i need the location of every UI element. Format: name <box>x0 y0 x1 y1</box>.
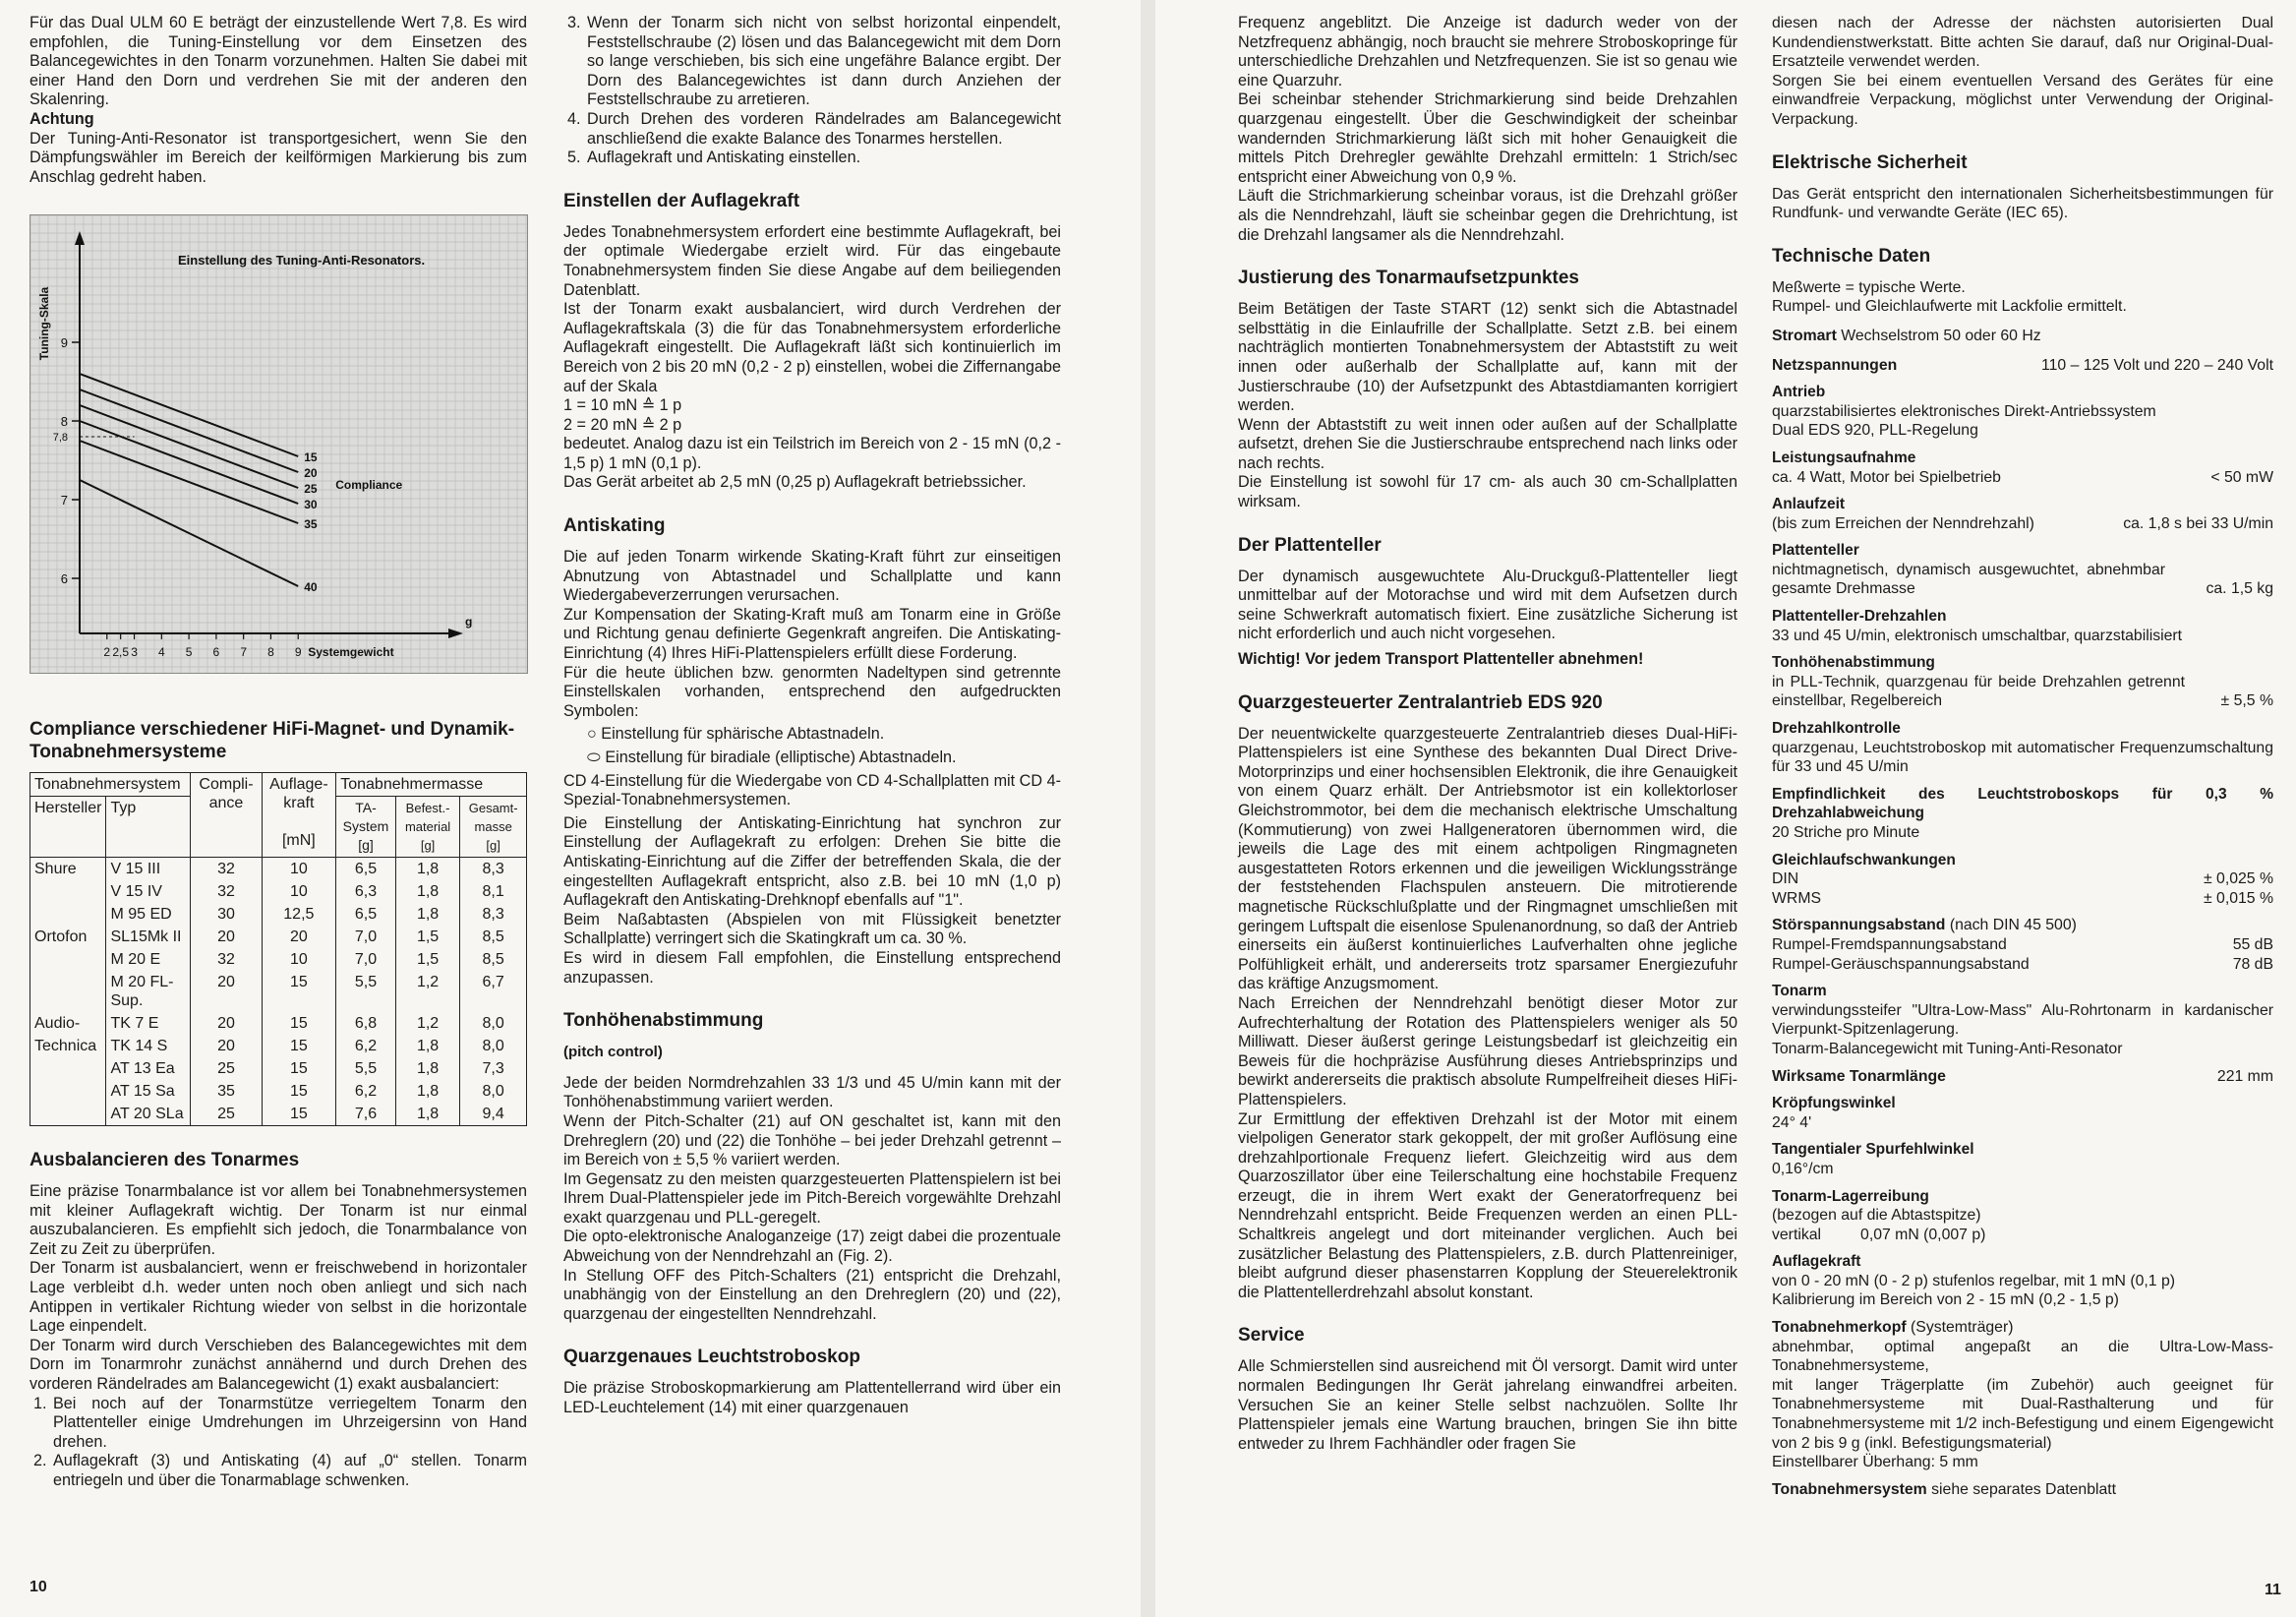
tech-system-row <box>1772 1480 2273 1500</box>
tech-dzk-value: quarzgenau, Leuchtstroboskop mit automatischer Frequenzumschaltung für 33 und 45 U/min <box>1772 739 2273 776</box>
table-title-block <box>29 718 527 773</box>
tech-rf-label: Rumpel-Fremdspannungsabstand <box>1772 935 2007 953</box>
warning-title: Achtung <box>29 109 94 128</box>
tech-anlauf-label: Anlaufzeit <box>1772 496 1846 513</box>
pitch-p2: Wenn der Pitch-Schalter (21) auf ON geschaltet ist, kann mit den Drehreglern (20) und (22) die Tonhöhe – bei jeder Drehzahl getrennt – im Bereich von ± 5,5 % variiert werden. <box>563 1111 1061 1169</box>
table-row <box>30 1035 527 1057</box>
tech-tonarm-label: Tonarm <box>1772 983 1827 1000</box>
safety-p1: Das Gerät entspricht den internationalen Sicherheitsbestimmungen für Rundfunk- und verwandte Geräte (IEC 65). <box>1772 185 2273 222</box>
service-p2: diesen nach der Adresse der nächsten autorisierten Dual Kundendienstwerkstatt. Bitte achten Sie darauf, daß nur Original-Dual-Ersatzteile verwendet werden. <box>1772 15 2273 71</box>
tech-note1: Meßwerte = typische Werte. <box>1772 278 1966 296</box>
table-cell-bef: 1,8 <box>395 1103 460 1126</box>
table-cell-ges: 8,0 <box>460 1035 527 1057</box>
circle-symbol-icon: ○ <box>587 725 602 744</box>
table-cell-force: 15 <box>262 1035 336 1057</box>
tech-anlauf-v2: ca. 1,8 s bei 33 U/min <box>2123 514 2273 532</box>
series-label-15: 15 <box>304 450 318 464</box>
table-cell-maker <box>30 1057 106 1080</box>
antiskating-sym2-text: Einstellung für biradiale (elliptische) Abtastnadeln. <box>605 749 957 766</box>
intro-paragraph: Für das Dual ULM 60 E beträgt der einzustellende Wert 7,8. Es wird empfohlen, die Tuning-Einstellung vor dem Einsetzen des Balancegewichtes in den Tonarm vorzunehmen. Halten Sie dabei mit einer Hand den Dorn und verdrehen Sie mit der anderen den Skalenring. <box>29 14 527 109</box>
tech-laenge-label: Wirksame Tonarmlänge <box>1772 1067 1946 1085</box>
table-cell-bef: 1,5 <box>395 926 460 948</box>
safety-title: Elektrische Sicherheit <box>1772 151 1968 173</box>
tech-tonarm-v2: Tonarm-Balancegewicht mit Tuning-Anti-Resonator <box>1772 1040 2123 1057</box>
table-row <box>30 858 527 881</box>
right-page <box>1155 0 2296 1617</box>
service-title: Service <box>1238 1325 1305 1347</box>
balance-title: Ausbalancieren des Tonarmes <box>29 1150 300 1170</box>
justierung-p2: Wenn der Abtaststift zu weit innen oder außen auf der Schallplatte aufsetzt, drehen Sie die Justierschraube entsprechend nach links oder nach rechts. <box>1238 415 1737 472</box>
table-cell-ges: 9,4 <box>460 1103 527 1126</box>
tech-teller-row <box>1772 561 2273 599</box>
table-cell-bef: 1,8 <box>395 1035 460 1057</box>
tech-wrms-row <box>1772 889 2273 909</box>
table-cell-type: AT 15 Sa <box>106 1080 191 1103</box>
x-tick-label: 5 <box>185 645 193 659</box>
table-row <box>30 948 527 971</box>
series-line-20 <box>80 389 298 472</box>
table-cell-maker: Technica <box>30 1035 106 1057</box>
tech-title: Technische Daten <box>1772 245 1931 267</box>
series-line-25 <box>80 405 298 488</box>
tech-spur-label: Tangentialer Spurfehlwinkel <box>1772 1141 1974 1159</box>
left-column-1 <box>29 14 527 187</box>
y-tick-label: 7 <box>60 493 68 508</box>
tech-empf-label: Empfindlichkeit des Leuchtstroboskops für 0,3 % Drehzahlabweichung <box>1772 785 2273 822</box>
x-tick-label: 6 <box>212 645 220 659</box>
compliance-table <box>29 772 527 1126</box>
tech-lager-v2b: 0,07 mN (0,007 p) <box>1860 1226 1986 1243</box>
x-tick-label: 4 <box>157 645 165 659</box>
antiskating-sym1 <box>587 725 1061 745</box>
table-cell-bef: 1,8 <box>395 1057 460 1080</box>
tech-rf-row <box>1772 935 2273 955</box>
table-cell-ges: 8,3 <box>460 858 527 881</box>
table-cell-bef: 1,8 <box>395 880 460 903</box>
series-label-35: 35 <box>304 517 318 531</box>
table-cell-comp: 32 <box>191 948 262 971</box>
strobo-cont-p2: Bei scheinbar stehender Strichmarkierung sind beide Drehzahlen quarzgenau eingestellt. Über die Geschwindigkeit der scheinbar wandernden Strichmarkierung läßt sich mit hoher Genauigkeit die mittels Pitch Drehregler gewählte Drehzahl ermitteln: 1 Strich/sec entspricht einer Abweichung von 0,9 %. <box>1238 90 1737 186</box>
tech-lager-v2 <box>1772 1226 2273 1245</box>
table-cell-maker: Ortofon <box>30 926 106 948</box>
table-cell-ta: 7,0 <box>336 926 396 948</box>
table-cell-ges: 7,3 <box>460 1057 527 1080</box>
table-cell-force: 15 <box>262 971 336 1012</box>
table-row <box>30 971 527 1012</box>
th-compliance: Compli-ance <box>191 773 262 858</box>
teller-p1: Der dynamisch ausgewuchtete Alu-Druckguß-Plattenteller liegt unmittelbar auf der Motorachse und wird mit dem Aufsetzen durch seine Schwerkraft automatisch fixiert. Eine zusätzliche Sicherung ist nicht erforderlich und auch nicht vorgesehen. <box>1238 567 1737 643</box>
table-row <box>30 1080 527 1103</box>
tech-leistung-v1: ca. 4 Watt, Motor bei Spielbetrieb <box>1772 468 2001 486</box>
balance-p1: Eine präzise Tonarmbalance ist vor allem bei Tonabnehmersystemen mit kleiner Auflagekraft wichtig. Der Tonarm ist nur einmal auszubalancieren. Es empfiehlt sich jedoch, die Tonarmbalance von Zeit zu Zeit zu überprüfen. <box>29 1182 527 1258</box>
justierung-title: Justierung des Tonarmaufsetzpunktes <box>1238 268 1579 289</box>
tech-teller-v1: nichtmagnetisch, dynamisch ausgewuchtet, abnehmbar gesamte Drehmasse <box>1772 561 2165 598</box>
table-cell-type: SL15Mk II <box>106 926 191 948</box>
tuning-chart-svg <box>30 215 527 673</box>
table-cell-force: 20 <box>262 926 336 948</box>
table-cell-type: TK 7 E <box>106 1012 191 1035</box>
tech-stoer-heading <box>1772 916 2273 935</box>
auflage-p4: Das Gerät arbeitet ab 2,5 mN (0,25 p) Auflagekraft betriebssicher. <box>563 473 1027 492</box>
th-befest-unit: [g] <box>420 838 436 853</box>
eds-title: Quarzgesteuerter Zentralantrieb EDS 920 <box>1238 691 1603 713</box>
antiskating-p6: Es wird in diesem Fall empfohlen, die Einstellung entsprechend anzupassen. <box>563 948 1061 987</box>
strobo-cont-p3: Läuft die Strichmarkierung scheinbar voraus, ist die Drehzahl größer als die Nenndrehzahl, läuft sie scheinbar gegen die Drehrichtung, ist die Drehzahl langsamer als die Nenndrehzahl. <box>1238 187 1737 244</box>
tech-note2: Rumpel- und Gleichlaufwerte mit Lackfolie ermittelt. <box>1772 298 2127 316</box>
justierung-p1: Beim Betätigen der Taste START (12) senkt sich die Abtastnadel selbsttätig in die Einlaufrille der Schallplatte. Setzt z.B. bei einem nachträglich montierten Tonabnehmersystem der Abtaststift zu weit innen oder außerhalb der Schallplatte auf, kann mit der Justierschraube (10) der Aufsetzpunkt des Abtastdiamanten korrigiert werden. <box>1238 300 1737 415</box>
tech-lager-label: Tonarm-Lagerreibung <box>1772 1187 1929 1205</box>
tech-aufl-v1: von 0 - 20 mN (0 - 2 p) stufenlos regelbar, mit 1 mN (0,1 p) <box>1772 1272 2176 1289</box>
table-cell-comp: 25 <box>191 1103 262 1126</box>
y-tick-label: 8 <box>60 414 68 429</box>
tech-kopf-v2: mit langer Trägerplatte (im Zubehör) auch geeignet für Tonabnehmersysteme mit Dual-Rasthalterung und für Tonabnehmersysteme mit 1/2 inch-Befestigung und einem Eigengewicht von 2 bis 9 g (inkl. Befestigungsmaterial) <box>1772 1376 2273 1452</box>
th-befest <box>395 797 460 858</box>
tech-aufl-v2: Kalibrierung im Bereich von 2 - 15 mN (0,2 - 1,5 p) <box>1772 1291 2119 1309</box>
tech-teller-label: Plattenteller <box>1772 542 1859 560</box>
tech-laenge-row <box>1772 1067 2273 1087</box>
strobo-p1: Die präzise Stroboskopmarkierung am Plattentellerrand wird über ein LED-Leuchtelement (14) mit einer quarzgenauen <box>563 1379 1061 1417</box>
table-cell-ta: 5,5 <box>336 971 396 1012</box>
tech-antrieb-v1: quarzstabilisiertes elektronisches Direkt-Antriebssystem <box>1772 402 2156 420</box>
table-cell-type: M 20 FL-Sup. <box>106 971 191 1012</box>
table-cell-maker <box>30 880 106 903</box>
pitch-p1: Jede der beiden Normdrehzahlen 33 1/3 und 45 U/min kann mit der Tonhöhenabstimmung variiert werden. <box>563 1073 1061 1111</box>
th-gesamt <box>460 797 527 858</box>
tech-leistung-v2: < 50 mW <box>2210 468 2273 486</box>
auflage-eq1: 1 = 10 mN ≙ 1 p <box>563 396 682 415</box>
tech-din-value: ± 0,025 % <box>2203 870 2273 888</box>
tech-kroepf-value: 24° 4' <box>1772 1113 1812 1131</box>
eds-p2: Nach Erreichen der Nenndrehzahl benötigt dieser Motor zur Aufrechterhaltung der Rotation des Plattenspielers weniger als 50 Milliwatt. Dieser äußerst geringe Leistungsbedarf ist gleichzeitig ein Beweis für die hochpräzise Ausführung dieses Antriebsprinzips und bewirkt andererseits die praktisch absolute Rumpelfreiheit dieses HiFi-Plattenspielers. <box>1238 993 1737 1108</box>
left-column-2 <box>563 14 1061 1418</box>
tech-tellerdz-label: Plattenteller-Drehzahlen <box>1772 608 1947 626</box>
table-row <box>30 1012 527 1035</box>
tech-wrms-value: ± 0,015 % <box>2203 889 2273 907</box>
table-cell-type: V 15 IV <box>106 880 191 903</box>
tech-spur-value: 0,16°/cm <box>1772 1160 1834 1177</box>
series-line-15 <box>80 374 298 456</box>
table-cell-maker <box>30 903 106 926</box>
th-system: Tonabnehmersystem <box>30 773 191 797</box>
justierung-p3: Die Einstellung ist sowohl für 17 cm- als auch 30 cm-Schallplatten wirksam. <box>1238 473 1737 511</box>
balance-section <box>29 1149 527 1491</box>
table-cell-force: 10 <box>262 880 336 903</box>
table-cell-comp: 20 <box>191 971 262 1012</box>
tech-pitch-label: Tonhöhenabstimmung <box>1772 654 1935 672</box>
auflage-p1: Jedes Tonabnehmersystem erfordert eine bestimmte Auflagekraft, bei der optimale Wiedergabe erzielt wird. Für das eingebaute Tonabnehmersystem finden Sie diese Angabe auf dem beiliegenden Datenblatt. <box>563 222 1061 299</box>
balance-step-5: 5. Auflagekraft und Antiskating einstellen. <box>585 149 1061 168</box>
th-gesamt-unit: [g] <box>486 838 500 853</box>
table-cell-type: M 20 E <box>106 948 191 971</box>
th-hersteller: Hersteller <box>30 797 106 858</box>
tech-tellerdz-value: 33 und 45 U/min, elektronisch umschaltbar, quarzstabilisiert <box>1772 627 2183 644</box>
balance-step-3: 3. Wenn der Tonarm sich nicht von selbst horizontal einpendelt, Feststellschraube (2) lösen und das Balancegewicht mit dem Dorn so lange verschieben, bis sich eine ungefähre Balance ergibt. Der Dorn des Balancegewichtes ist dann durch Anziehen der Feststellschraube zu arretieren. <box>585 14 1061 110</box>
table-cell-ges: 8,0 <box>460 1080 527 1103</box>
th-auflage-unit: [mN] <box>281 832 316 849</box>
series-label-25: 25 <box>304 482 318 496</box>
antiskating-p5: Beim Naßabtasten (Abspielen von mit Flüssigkeit benetzter Schallplatte) verringert sich die Skatingkraft um ca. 30 %. <box>563 910 1061 948</box>
th-auflage <box>262 773 336 858</box>
table-cell-ta: 7,0 <box>336 948 396 971</box>
tech-leistung-label: Leistungsaufnahme <box>1772 449 1916 466</box>
tech-tonarm-v1: verwindungssteifer "Ultra-Low-Mass" Alu-Rohrtonarm in kardanischer Vierpunkt-Spitzenlagerung. <box>1772 1001 2273 1039</box>
table-cell-maker: Audio- <box>30 1012 106 1035</box>
tech-lager-v1: (bezogen auf die Abtastspitze) <box>1772 1207 1981 1225</box>
table-cell-ges: 8,3 <box>460 903 527 926</box>
x-tick-label: 9 <box>294 645 302 659</box>
tech-stromart-value: Wechselstrom 50 oder 60 Hz <box>1841 327 2041 344</box>
y-axis-label: Tuning-Skala <box>37 286 51 361</box>
table-cell-type: M 95 ED <box>106 903 191 926</box>
eds-p1: Der neuentwickelte quarzgesteuerte Zentralantrieb dieses Dual-HiFi-Plattenspielers ist eine Synthese des bekannten Dual Direct Drive-Motorprinzips und einer hochsensiblen Elektronik, die ihre Genauigkeit von einem Quarz erhält. Der Antriebsmotor ist ein kollektorloser Gleichstrommotor, bei dem die mechanisch elektrische Umschaltung (Kommutierung) von zwei Hallgeneratoren übernommen wird, die jeweils die Lage des mit einem achtpoligen Ringmagneten ausgestatteten Rotors erkennen und die jeweiligen Wicklungsstränge der feststehenden Flachspulen ansteuern. Die mitrotierende magnetische Rückschlußplatte und der Ringmagnet umschließen mit geringem Luftspalt die eisenlose Spulenanordnung, so daß der Antrieb einerseits ein äußerst kontinuierliches Laufverhalten ohne jegliche Polfühligkeit erhält, und andererseits trotz sparsamer Energiezufuhr das kräftige Anzugsmoment. <box>1238 724 1737 993</box>
tech-aufl-label: Auflagekraft <box>1772 1253 1861 1271</box>
tech-pitch-row <box>1772 673 2273 711</box>
strobo-cont-p1: Frequenz angeblitzt. Die Anzeige ist dadurch weder von der Netzfrequenz abhängig, noch braucht sie mehrere Stroboskopringe für unterschiedliche Drehzahlen und Netzfrequenzen. Sie ist so genau wie eine Quarzuhr. <box>1238 14 1737 90</box>
antiskating-p4: Die Einstellung der Antiskating-Einrichtung hat synchron zur Einstellung der Auflagekraft zu erfolgen: Drehen Sie bitte die Antiskating-Einrichtung auf die Ziffer der betreffenden Skala, die der eingestellten Auflagekraft entspricht, also z.B. bei 10 mN (1,0 p) Auflagekraft den Antiskating-Drehknopf ebenfalls auf "1". <box>563 813 1061 910</box>
table-cell-maker <box>30 1080 106 1103</box>
table-row <box>30 880 527 903</box>
table-cell-type: TK 14 S <box>106 1035 191 1057</box>
x-unit-label: g <box>465 615 473 629</box>
table-cell-bef: 1,8 <box>395 858 460 881</box>
antiskating-sym3: CD 4-Einstellung für die Wiedergabe von CD 4-Schallplatten mit CD 4-Spezial-Tonabnehmersystemen. <box>563 771 1061 809</box>
pitch-p4: Die opto-elektronische Analoganzeige (17) zeigt dabei die prozentuale Abweichung von der Nenndrehzahl an (Fig. 2). <box>563 1228 1061 1266</box>
table-cell-comp: 30 <box>191 903 262 926</box>
x-tick-label: 3 <box>131 645 138 659</box>
table-cell-type: AT 20 SLa <box>106 1103 191 1126</box>
tech-teller-v2: ca. 1,5 kg <box>2206 580 2273 598</box>
table-body <box>30 858 527 1126</box>
pitch-title: Tonhöhenabstimmung <box>563 1010 764 1032</box>
table-cell-ta: 6,3 <box>336 880 396 903</box>
right-column-1 <box>1238 14 1737 1454</box>
th-typ: Typ <box>106 797 191 858</box>
table-cell-bef: 1,5 <box>395 948 460 971</box>
table-title: Compliance verschiedener HiFi-Magnet- und Dynamik-Tonabnehmersysteme <box>29 719 515 762</box>
table-cell-comp: 25 <box>191 1057 262 1080</box>
x-axis-arrow <box>448 629 463 638</box>
warning-paragraph: Der Tuning-Anti-Resonator ist transportgesichert, wenn Sie den Dämpfungswähler im Bereich der keilförmigen Markierung bis zum Anschlag gedreht haben. <box>29 129 527 186</box>
th-masse: Tonabnehmermasse <box>336 773 527 797</box>
table-cell-maker <box>30 948 106 971</box>
pitch-p3: Im Gegensatz zu den meisten quarzgesteuerten Plattenspielern ist bei Ihrem Dual-Plattenspieler jede im Pitch-Bereich vorgewählte Drehzahl exakt quarzgenau und PLL-geregelt. <box>563 1169 1061 1227</box>
table-cell-ta: 6,5 <box>336 858 396 881</box>
tech-pitch-v1: in PLL-Technik, quarzgenau für beide Drehzahlen getrennt einstellbar, Regelbereich <box>1772 673 2185 710</box>
table-cell-ta: 6,8 <box>336 1012 396 1035</box>
compliance-label: Compliance <box>335 478 403 492</box>
table-cell-force: 10 <box>262 948 336 971</box>
table-cell-comp: 35 <box>191 1080 262 1103</box>
tech-netz <box>1772 356 2273 376</box>
balance-p3: Der Tonarm wird durch Verschieben des Balancegewichtes mit dem Dorn im Tonarmrohr zunächst annähernd und durch Drehen des vorderen Rändelrades am Balancegewicht (1) exakt ausbalanciert: <box>29 1336 527 1393</box>
tech-kopf-label: Tonabnehmerkopf <box>1772 1319 1907 1337</box>
tech-system-label: Tonabnehmersystem <box>1772 1480 1927 1498</box>
antiskating-p1: Die auf jeden Tonarm wirkende Skating-Kraft führt zur einseitigen Abnutzung von Abtastnadel und Schallplatte und kann Wiedergabeverzerrungen verursachen. <box>563 548 1061 605</box>
teller-warning: Wichtig! Vor jedem Transport Plattenteller abnehmen! <box>1238 650 1644 669</box>
th-gesamt-label: Gesamt-masse <box>468 801 518 834</box>
table-cell-ta: 7,6 <box>336 1103 396 1126</box>
eds-p3: Zur Ermittlung der effektiven Drehzahl ist der Motor mit einem vielpoligen Generator stark gekoppelt, der mit großer Auflösung eine drehzahlportionale Frequenz liefert. Gleichzeitig wird aus dem Quarzoszillator über eine Teilerschaltung eine hochstabile Frequenz erzeugt, die in ihrem Wert exakt der Generatorfrequenz bei Nenndrehzahl entspricht. Beide Frequenzen werden an einen PLL-Schaltkreis angelegt und dort miteinander verglichen. Auch bei zusätzlicher Belastung des Plattenspielers, z.B. durch Plattenreiniger, bleibt aufgrund dieser phasenstarren Kopplung der Steuerelektronik die Plattentellerdrehzahl absolut konstant. <box>1238 1109 1737 1301</box>
table-row <box>30 1103 527 1126</box>
tech-stoer-note: (nach DIN 45 500) <box>1949 917 2077 934</box>
tech-lager-v2a: vertikal <box>1772 1226 1822 1243</box>
tech-laenge-value: 221 mm <box>2216 1067 2273 1085</box>
tech-din-row <box>1772 869 2273 889</box>
y-tick-label: 9 <box>60 335 68 350</box>
table-cell-force: 15 <box>262 1103 336 1126</box>
page-number-10: 10 <box>29 1579 47 1595</box>
balance-step-1: 1. Bei noch auf der Tonarmstütze verriegeltem Tonarm den Plattenteller einige Umdrehungen im Uhrzeigersinn von Hand drehen. <box>51 1395 527 1453</box>
table-cell-ta: 6,2 <box>336 1080 396 1103</box>
balance-step-2: 2. Auflagekraft (3) und Antiskating (4) auf „0“ stellen. Tonarm entriegeln und über die Tonarmablage schwenken. <box>51 1452 527 1490</box>
series-line-30 <box>80 421 298 504</box>
tech-stromart-label: Stromart <box>1772 327 1837 344</box>
tech-empf-value: 20 Striche pro Minute <box>1772 824 1920 841</box>
x-tick-label: 7 <box>240 645 248 659</box>
x-tick-label: 2 <box>103 645 111 659</box>
table-cell-force: 10 <box>262 858 336 881</box>
tech-kopf-heading <box>1772 1318 2273 1338</box>
tech-kopf-note: (Systemträger) <box>1911 1319 2014 1337</box>
table-cell-ges: 8,5 <box>460 926 527 948</box>
antiskating-title: Antiskating <box>563 515 666 537</box>
table-cell-comp: 20 <box>191 1012 262 1035</box>
table-row <box>30 926 527 948</box>
tech-rg-row <box>1772 955 2273 975</box>
tech-wrms-label: WRMS <box>1772 889 1822 907</box>
series-label-20: 20 <box>304 466 318 480</box>
table-cell-ges: 8,0 <box>460 1012 527 1035</box>
series-label-30: 30 <box>304 498 318 511</box>
y-tick-label: 6 <box>60 571 68 586</box>
table-cell-ta: 5,5 <box>336 1057 396 1080</box>
left-page <box>0 0 1141 1617</box>
table-cell-ta: 6,2 <box>336 1035 396 1057</box>
antiskating-sym2 <box>587 749 1061 768</box>
table-cell-bef: 1,2 <box>395 971 460 1012</box>
right-column-2 <box>1772 14 2273 1499</box>
table-cell-force: 15 <box>262 1057 336 1080</box>
tech-rg-label: Rumpel-Geräuschspannungsabstand <box>1772 955 2030 973</box>
service-p3: Sorgen Sie bei einem eventuellen Versand des Gerätes für eine einwandfreie Verpackung, möglichst unter Verwendung der Original-Verpackung. <box>1772 72 2273 128</box>
antiskating-sym1-text: Einstellung für sphärische Abtastnadeln. <box>601 725 885 744</box>
tech-gleich-label: Gleichlaufschwankungen <box>1772 851 1956 868</box>
th-befest-label: Befest.-material <box>404 801 451 834</box>
service-p1: Alle Schmierstellen sind ausreichend mit Öl versorgt. Damit wird unter normalen Bedingungen Ihr Gerät jahrelang einwandfrei arbeiten. Versuchen Sie an keiner Stelle selbst nachzuölen. Sollte Ihr Plattenspieler jemals eine Wartung brauchen, bringen Sie ihn bitte entweder zu Ihrem Fachhändler oder fragen Sie <box>1238 1357 1737 1453</box>
th-ta-unit: [g] <box>358 837 374 853</box>
teller-title: Der Plattenteller <box>1238 534 1382 556</box>
tech-rg-value: 78 dB <box>2232 955 2273 973</box>
x-tick-label: 8 <box>267 645 274 659</box>
series-line-40 <box>80 480 298 586</box>
table-cell-comp: 20 <box>191 926 262 948</box>
tech-anlauf-row <box>1772 514 2273 534</box>
table-cell-force: 15 <box>262 1080 336 1103</box>
balance-step-4: 4. Durch Drehen des vorderen Rändelrades am Balancegewicht anschließend die exakte Balance des Tonarmes herstellen. <box>585 110 1061 149</box>
tuning-chart <box>29 214 528 674</box>
table-cell-maker <box>30 1103 106 1126</box>
series-label-40: 40 <box>304 580 318 594</box>
table-row <box>30 903 527 926</box>
x-tick-label: 2,5 <box>112 645 130 659</box>
table-cell-force: 12,5 <box>262 903 336 926</box>
balance-steps-1 <box>29 1395 527 1491</box>
table-cell-maker <box>30 971 106 1012</box>
strobo-title: Quarzgenaues Leuchtstroboskop <box>563 1347 860 1368</box>
tech-kroepf-label: Kröpfungswinkel <box>1772 1095 1896 1112</box>
tech-kopf-v1: abnehmbar, optimal angepaßt an die Ultra-Low-Mass-Tonabnehmersysteme, <box>1772 1338 2273 1375</box>
ellipse-symbol-icon: ⬭ <box>587 749 606 766</box>
antiskating-p3: Für die heute üblichen bzw. genormten Nadeltypen sind getrennte Einstellskalen vorhanden, entsprechend den aufgedruckten Symbolen: <box>563 663 1061 720</box>
chart-title: Einstellung des Tuning-Anti-Resonators. <box>178 253 426 268</box>
tech-antrieb-v2: Dual EDS 920, PLL-Regelung <box>1772 422 1978 440</box>
antiskating-p2: Zur Kompensation der Skating-Kraft muß am Tonarm eine in Größe und Richtung genau definierte Gegenkraft angreifen. Die Antiskating-Einrichtung (4) Ihres HiFi-Plattenspielers erfüllt diese Forderung. <box>563 605 1061 663</box>
auflage-eq2: 2 = 20 mN ≙ 2 p <box>563 415 682 434</box>
table-cell-ta: 6,5 <box>336 903 396 926</box>
table-row <box>30 1057 527 1080</box>
table-cell-force: 15 <box>262 1012 336 1035</box>
series-line-35 <box>80 441 298 523</box>
table-cell-ges: 6,7 <box>460 971 527 1012</box>
tech-dzk-label: Drehzahlkontrolle <box>1772 720 1901 738</box>
table-cell-bef: 1,2 <box>395 1012 460 1035</box>
auflage-p2: Ist der Tonarm exakt ausbalanciert, wird durch Verdrehen der Auflagekraftskala (3) die für das Tonabnehmersystem erforderliche Auflagekraft eingestellt. Die Auflagekraft läßt sich kontinuierlich im Bereich von 2 bis 20 mN (0,2 - 2 p) einstellen, wobei die Ziffernangabe auf der Skala <box>563 300 1061 395</box>
marker-label: 7,8 <box>52 432 68 444</box>
tech-pitch-v2: ± 5,5 % <box>2220 692 2273 710</box>
th-ta-label: TA-System <box>342 800 389 834</box>
x-axis-label: Systemgewicht <box>308 645 394 659</box>
table-cell-type: AT 13 Ea <box>106 1057 191 1080</box>
table-cell-ges: 8,5 <box>460 948 527 971</box>
table-cell-ges: 8,1 <box>460 880 527 903</box>
tech-stoer-label: Störspannungsabstand <box>1772 917 1946 934</box>
table-cell-maker: Shure <box>30 858 106 881</box>
tech-netz-label: Netzspannungen <box>1772 356 1898 374</box>
table-header-row <box>30 773 527 797</box>
auflage-p3: bedeutet. Analog dazu ist ein Teilstrich im Bereich von 2 - 15 mN (0,2 - 1,5 p) 1 mN (0,1 p). <box>563 435 1061 472</box>
table-cell-bef: 1,8 <box>395 903 460 926</box>
tech-din-label: DIN <box>1772 870 1799 888</box>
pitch-subtitle: (pitch control) <box>563 1044 663 1061</box>
auflage-title: Einstellen der Auflagekraft <box>563 190 800 211</box>
tech-kopf-v3: Einstellbarer Überhang: 5 mm <box>1772 1454 1978 1471</box>
table-cell-comp: 20 <box>191 1035 262 1057</box>
table-cell-type: V 15 III <box>106 858 191 881</box>
table-cell-comp: 32 <box>191 880 262 903</box>
tech-system-value: siehe separates Datenblatt <box>1931 1480 2117 1498</box>
tech-stromart-text <box>1772 327 2041 346</box>
balance-steps-2 <box>563 14 1061 168</box>
tech-rf-value: 55 dB <box>2232 935 2273 953</box>
balance-p2: Der Tonarm ist ausbalanciert, wenn er freischwebend in horizontaler Lage verbleibt d.h. weder unten noch oben anliegt und sich nach Antippen in vertikaler Richtung wieder von selbst in die horizontale Lage einpendelt. <box>29 1259 527 1336</box>
tech-leistung-row <box>1772 468 2273 488</box>
tech-stromart <box>1772 327 2273 346</box>
tech-anlauf-v1: (bis zum Erreichen der Nenndrehzahl) <box>1772 514 2034 532</box>
page-number-11: 11 <box>2265 1582 2281 1598</box>
pitch-p5: In Stellung OFF des Pitch-Schalters (21) entspricht die Drehzahl, unabhängig von der Einstellung an den Drehreglern (20) und (22), quarzgenau der eingestellten Nenndrehzahl. <box>563 1266 1061 1323</box>
tech-antrieb-label: Antrieb <box>1772 384 1826 401</box>
th-ta <box>336 797 396 858</box>
tech-netz-value: 110 – 125 Volt und 220 – 240 Volt <box>2041 356 2273 374</box>
table-cell-bef: 1,8 <box>395 1080 460 1103</box>
th-auflage-label: Auflage-kraft <box>269 776 328 811</box>
table-cell-comp: 32 <box>191 858 262 881</box>
